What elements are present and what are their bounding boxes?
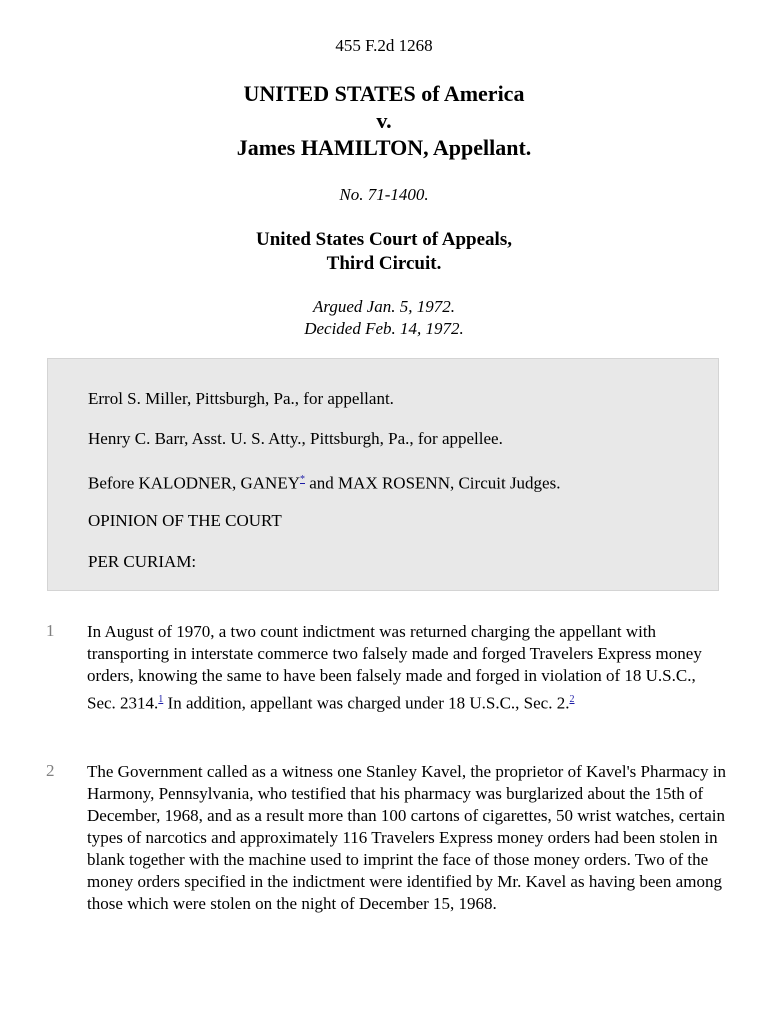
footnote-link-1[interactable]: 1 bbox=[158, 694, 164, 705]
court-name-line2: Third Circuit. bbox=[326, 253, 442, 274]
paragraph-number: 1 bbox=[46, 621, 55, 640]
opinion-heading: OPINION OF THE COURT bbox=[88, 511, 282, 530]
court-name bbox=[0, 228, 768, 276]
appellant-counsel: Errol S. Miller, Pittsburgh, Pa., for appellant. bbox=[88, 389, 394, 408]
panel-judges-suffix: and MAX ROSENN, Circuit Judges. bbox=[305, 473, 561, 493]
panel-judges bbox=[88, 470, 560, 494]
court-name-line1: United States Court of Appeals, bbox=[256, 229, 512, 250]
argued-date: Argued Jan. 5, 1972. bbox=[313, 297, 455, 316]
footnote-link-2[interactable]: 2 bbox=[569, 694, 575, 705]
case-header-box bbox=[47, 358, 719, 591]
decided-date: Decided Feb. 14, 1972. bbox=[304, 319, 464, 338]
panel-judges-prefix: Before KALODNER, GANEY bbox=[88, 473, 300, 493]
case-citation: 455 F.2d 1268 bbox=[335, 36, 433, 55]
footnote-link-star[interactable]: * bbox=[300, 474, 305, 485]
paragraph-text: The Government called as a witness one Stanley Kavel, the proprietor of Kavel's Pharmacy in Harmony, Pennsylvania, who testified that his pharmacy was burglarized about the 15th of December, 1968, and as a result more than 100 cartons of cigarettes, 50 wrist watches, certain types of narcotics and approximately 116 Travelers Express money orders had been stolen in blank together with the machine used to imprint the face of those money orders. Two of the money orders specified in the indictment were identified by Mr. Kavel as having been among those which were stolen on the night of December 15, 1968. bbox=[87, 762, 726, 913]
case-title bbox=[0, 80, 768, 161]
per-curiam-heading: PER CURIAM: bbox=[88, 552, 197, 571]
appellee-counsel: Henry C. Barr, Asst. U. S. Atty., Pittsburgh, Pa., for appellee. bbox=[88, 429, 503, 448]
paragraph-text-part1: In August of 1970, a two count indictment was returned charging the appellant with transporting in interstate commerce two falsely made and forged Travelers Express money orders, knowing the same to have been falsely made and forged in violation of 18 U.S.C., Sec. 2314. bbox=[87, 622, 702, 713]
paragraph-number: 2 bbox=[46, 761, 55, 780]
paragraph-text-part2: In addition, appellant was charged under 18 U.S.C., Sec. 2. bbox=[163, 693, 570, 713]
paragraph-text bbox=[87, 621, 727, 715]
case-title-plaintiff: UNITED STATES of America bbox=[243, 81, 525, 106]
case-dates bbox=[0, 296, 768, 340]
case-title-defendant: James HAMILTON, Appellant. bbox=[236, 135, 532, 160]
docket-number: No. 71-1400. bbox=[339, 185, 429, 204]
case-title-versus: v. bbox=[376, 108, 392, 133]
